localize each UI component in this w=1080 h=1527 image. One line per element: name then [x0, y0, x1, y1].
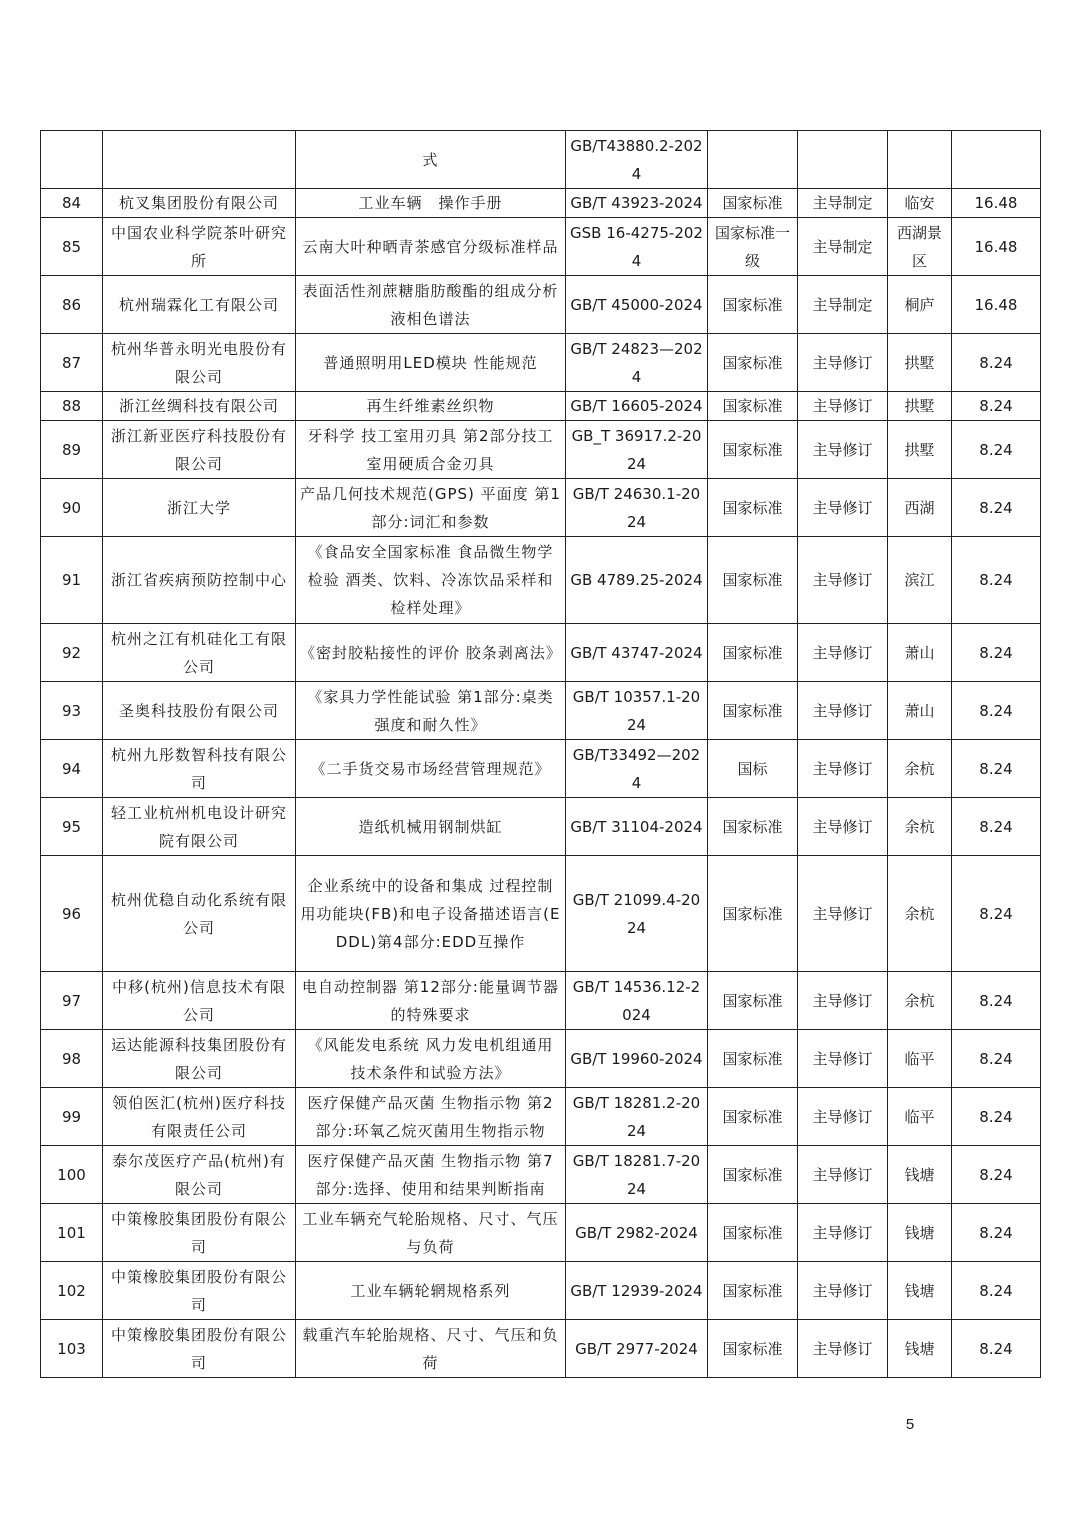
- cell-standard-name: 企业系统中的设备和集成 过程控制用功能块(FB)和电子设备描述语言(EDDL)第4部分:EDD互操作: [296, 856, 566, 972]
- cell-standard-type: 国家标准: [708, 798, 798, 856]
- cell-company: 杭州瑞霖化工有限公司: [103, 276, 296, 334]
- table-row: [41, 537, 1041, 624]
- cell-amount: 16.48: [952, 276, 1041, 334]
- cell-amount: 8.24: [952, 334, 1041, 392]
- cell-standard-name: 《风能发电系统 风力发电机组通用技术条件和试验方法》: [296, 1030, 566, 1088]
- cell-role: 主导制定: [798, 218, 888, 276]
- cell-district: [888, 131, 952, 189]
- table-row: [41, 1204, 1041, 1262]
- cell-company: 杭州优稳自动化系统有限公司: [103, 856, 296, 972]
- cell-role: 主导修订: [798, 740, 888, 798]
- table-row: [41, 334, 1041, 392]
- cell-company: 杭州九彤数智科技有限公司: [103, 740, 296, 798]
- cell-amount: 8.24: [952, 682, 1041, 740]
- cell-standard-type: 国家标准: [708, 856, 798, 972]
- cell-district: 余杭: [888, 740, 952, 798]
- cell-standard-type: 国家标准: [708, 1146, 798, 1204]
- cell-standard-name: 《家具力学性能试验 第1部分:桌类强度和耐久性》: [296, 682, 566, 740]
- cell-standard-code: GSB 16-4275-2024: [566, 218, 708, 276]
- cell-role: [798, 131, 888, 189]
- cell-role: 主导修订: [798, 421, 888, 479]
- table-row: [41, 682, 1041, 740]
- cell-district: 滨江: [888, 537, 952, 624]
- cell-standard-type: 国家标准: [708, 1088, 798, 1146]
- cell-standard-type: 国家标准: [708, 972, 798, 1030]
- cell-number: 102: [41, 1262, 103, 1320]
- cell-role: 主导修订: [798, 334, 888, 392]
- cell-standard-type: 国家标准一级: [708, 218, 798, 276]
- cell-standard-code: GB/T 2982-2024: [566, 1204, 708, 1262]
- cell-amount: 8.24: [952, 1204, 1041, 1262]
- cell-company: 杭叉集团股份有限公司: [103, 189, 296, 218]
- cell-amount: 8.24: [952, 1088, 1041, 1146]
- cell-district: 余杭: [888, 972, 952, 1030]
- cell-standard-type: 国家标准: [708, 1204, 798, 1262]
- cell-company: 中策橡胶集团股份有限公司: [103, 1320, 296, 1378]
- cell-district: 钱塘: [888, 1204, 952, 1262]
- table-row: [41, 1146, 1041, 1204]
- cell-district: 余杭: [888, 856, 952, 972]
- cell-company: 浙江省疾病预防控制中心: [103, 537, 296, 624]
- cell-standard-code: GB/T 12939-2024: [566, 1262, 708, 1320]
- cell-company: 领伯医汇(杭州)医疗科技有限责任公司: [103, 1088, 296, 1146]
- table-row: [41, 798, 1041, 856]
- cell-amount: 8.24: [952, 1146, 1041, 1204]
- cell-role: 主导修订: [798, 1088, 888, 1146]
- cell-district: 西湖: [888, 479, 952, 537]
- table-row: [41, 972, 1041, 1030]
- cell-standard-code: GB/T 45000-2024: [566, 276, 708, 334]
- cell-role: 主导修订: [798, 1204, 888, 1262]
- cell-role: 主导制定: [798, 276, 888, 334]
- cell-district: 余杭: [888, 798, 952, 856]
- cell-district: 拱墅: [888, 334, 952, 392]
- cell-number: 86: [41, 276, 103, 334]
- cell-standard-name: 《食品安全国家标准 食品微生物学检验 酒类、饮料、冷冻饮品采样和检样处理》: [296, 537, 566, 624]
- cell-role: 主导修订: [798, 1146, 888, 1204]
- cell-district: 桐庐: [888, 276, 952, 334]
- cell-role: 主导修订: [798, 1262, 888, 1320]
- cell-company: 中移(杭州)信息技术有限公司: [103, 972, 296, 1030]
- cell-standard-code: GB/T 10357.1-2024: [566, 682, 708, 740]
- table-row: [41, 189, 1041, 218]
- cell-district: 临安: [888, 189, 952, 218]
- cell-standard-name: 医疗保健产品灭菌 生物指示物 第7部分:选择、使用和结果判断指南: [296, 1146, 566, 1204]
- cell-amount: 8.24: [952, 740, 1041, 798]
- cell-standard-type: 国家标准: [708, 479, 798, 537]
- cell-standard-type: 国家标准: [708, 392, 798, 421]
- cell-standard-type: 国家标准: [708, 189, 798, 218]
- cell-number: 90: [41, 479, 103, 537]
- cell-role: 主导制定: [798, 189, 888, 218]
- cell-standard-type: 国家标准: [708, 334, 798, 392]
- cell-company: 中策橡胶集团股份有限公司: [103, 1204, 296, 1262]
- cell-amount: 8.24: [952, 537, 1041, 624]
- cell-number: 87: [41, 334, 103, 392]
- cell-standard-name: 再生纤维素丝织物: [296, 392, 566, 421]
- cell-amount: 8.24: [952, 421, 1041, 479]
- cell-role: 主导修订: [798, 479, 888, 537]
- table-row: [41, 1030, 1041, 1088]
- cell-district: 钱塘: [888, 1262, 952, 1320]
- cell-standard-name: 式: [296, 131, 566, 189]
- cell-standard-code: GB/T 24630.1-2024: [566, 479, 708, 537]
- cell-district: 萧山: [888, 624, 952, 682]
- cell-number: 84: [41, 189, 103, 218]
- standards-table: [40, 130, 1041, 1378]
- cell-company: 轻工业杭州机电设计研究院有限公司: [103, 798, 296, 856]
- cell-company: [103, 131, 296, 189]
- cell-number: 100: [41, 1146, 103, 1204]
- table-row: [41, 1088, 1041, 1146]
- cell-standard-type: 国家标准: [708, 624, 798, 682]
- cell-district: 临平: [888, 1088, 952, 1146]
- cell-company: 浙江新亚医疗科技股份有限公司: [103, 421, 296, 479]
- table-row: [41, 624, 1041, 682]
- cell-district: 西湖景区: [888, 218, 952, 276]
- cell-standard-code: GB/T 21099.4-2024: [566, 856, 708, 972]
- cell-number: 97: [41, 972, 103, 1030]
- table-row: [41, 421, 1041, 479]
- table-row: [41, 131, 1041, 189]
- cell-standard-type: [708, 131, 798, 189]
- cell-standard-name: 云南大叶种晒青茶感官分级标准样品: [296, 218, 566, 276]
- cell-amount: 8.24: [952, 798, 1041, 856]
- cell-amount: 16.48: [952, 218, 1041, 276]
- cell-role: 主导修订: [798, 972, 888, 1030]
- cell-company: 杭州之江有机硅化工有限公司: [103, 624, 296, 682]
- cell-role: 主导修订: [798, 1030, 888, 1088]
- cell-number: 103: [41, 1320, 103, 1378]
- cell-role: 主导修订: [798, 537, 888, 624]
- cell-standard-type: 国家标准: [708, 1262, 798, 1320]
- cell-standard-code: GB/T 2977-2024: [566, 1320, 708, 1378]
- cell-number: 98: [41, 1030, 103, 1088]
- cell-amount: 8.24: [952, 1262, 1041, 1320]
- cell-district: 萧山: [888, 682, 952, 740]
- cell-amount: 8.24: [952, 856, 1041, 972]
- cell-standard-code: GB/T43880.2-2024: [566, 131, 708, 189]
- cell-number: 91: [41, 537, 103, 624]
- cell-standard-type: 国家标准: [708, 537, 798, 624]
- cell-amount: 8.24: [952, 392, 1041, 421]
- table-row: [41, 276, 1041, 334]
- cell-role: 主导修订: [798, 856, 888, 972]
- cell-number: 89: [41, 421, 103, 479]
- table-body: [41, 131, 1041, 1378]
- cell-standard-code: GB/T 19960-2024: [566, 1030, 708, 1088]
- cell-company: 浙江丝绸科技有限公司: [103, 392, 296, 421]
- table-row: [41, 740, 1041, 798]
- page-number: 5: [905, 1416, 915, 1433]
- cell-standard-type: 国家标准: [708, 421, 798, 479]
- cell-standard-code: GB 4789.25-2024: [566, 537, 708, 624]
- cell-standard-name: 表面活性剂蔗糖脂肪酸酯的组成分析液相色谱法: [296, 276, 566, 334]
- cell-district: 钱塘: [888, 1320, 952, 1378]
- cell-district: 拱墅: [888, 392, 952, 421]
- cell-number: 99: [41, 1088, 103, 1146]
- table-row: [41, 479, 1041, 537]
- cell-standard-code: GB/T33492—2024: [566, 740, 708, 798]
- cell-standard-code: GB/T 18281.7-2024: [566, 1146, 708, 1204]
- table-row: [41, 856, 1041, 972]
- cell-role: 主导修订: [798, 798, 888, 856]
- cell-number: 96: [41, 856, 103, 972]
- table-row: [41, 1320, 1041, 1378]
- cell-standard-type: 国家标准: [708, 1320, 798, 1378]
- cell-standard-name: 《密封胶粘接性的评价 胶条剥离法》: [296, 624, 566, 682]
- cell-district: 临平: [888, 1030, 952, 1088]
- cell-amount: 8.24: [952, 479, 1041, 537]
- cell-number: 92: [41, 624, 103, 682]
- cell-standard-name: 牙科学 技工室用刃具 第2部分技工室用硬质合金刃具: [296, 421, 566, 479]
- cell-number: 101: [41, 1204, 103, 1262]
- cell-number: 94: [41, 740, 103, 798]
- cell-standard-code: GB/T 31104-2024: [566, 798, 708, 856]
- cell-role: 主导修订: [798, 1320, 888, 1378]
- cell-standard-code: GB/T 43747-2024: [566, 624, 708, 682]
- cell-standard-name: 工业车辆轮辋规格系列: [296, 1262, 566, 1320]
- cell-number: 95: [41, 798, 103, 856]
- cell-number: [41, 131, 103, 189]
- cell-standard-name: 电自动控制器 第12部分:能量调节器的特殊要求: [296, 972, 566, 1030]
- cell-company: 中国农业科学院茶叶研究所: [103, 218, 296, 276]
- cell-number: 88: [41, 392, 103, 421]
- cell-district: 钱塘: [888, 1146, 952, 1204]
- cell-standard-name: 载重汽车轮胎规格、尺寸、气压和负荷: [296, 1320, 566, 1378]
- cell-amount: 8.24: [952, 1320, 1041, 1378]
- cell-standard-type: 国家标准: [708, 682, 798, 740]
- cell-amount: 8.24: [952, 624, 1041, 682]
- cell-number: 85: [41, 218, 103, 276]
- cell-company: 泰尔茂医疗产品(杭州)有限公司: [103, 1146, 296, 1204]
- cell-amount: [952, 131, 1041, 189]
- cell-amount: 8.24: [952, 1030, 1041, 1088]
- cell-standard-name: 《二手货交易市场经营管理规范》: [296, 740, 566, 798]
- cell-standard-code: GB/T 24823—2024: [566, 334, 708, 392]
- cell-role: 主导修订: [798, 682, 888, 740]
- cell-company: 圣奥科技股份有限公司: [103, 682, 296, 740]
- cell-company: 浙江大学: [103, 479, 296, 537]
- cell-standard-code: GB_T 36917.2-2024: [566, 421, 708, 479]
- cell-amount: 8.24: [952, 972, 1041, 1030]
- cell-amount: 16.48: [952, 189, 1041, 218]
- table-row: [41, 1262, 1041, 1320]
- cell-standard-name: 工业车辆 操作手册: [296, 189, 566, 218]
- cell-standard-name: 工业车辆充气轮胎规格、尺寸、气压与负荷: [296, 1204, 566, 1262]
- cell-standard-name: 产品几何技术规范(GPS) 平面度 第1部分:词汇和参数: [296, 479, 566, 537]
- cell-standard-name: 普通照明用LED模块 性能规范: [296, 334, 566, 392]
- cell-number: 93: [41, 682, 103, 740]
- table-row: [41, 392, 1041, 421]
- cell-district: 拱墅: [888, 421, 952, 479]
- cell-company: 运达能源科技集团股份有限公司: [103, 1030, 296, 1088]
- cell-standard-name: 医疗保健产品灭菌 生物指示物 第2部分:环氧乙烷灭菌用生物指示物: [296, 1088, 566, 1146]
- cell-standard-name: 造纸机械用钢制烘缸: [296, 798, 566, 856]
- table-row: [41, 218, 1041, 276]
- cell-company: 中策橡胶集团股份有限公司: [103, 1262, 296, 1320]
- cell-standard-type: 国标: [708, 740, 798, 798]
- cell-standard-code: GB/T 43923-2024: [566, 189, 708, 218]
- cell-role: 主导修订: [798, 624, 888, 682]
- cell-standard-code: GB/T 16605-2024: [566, 392, 708, 421]
- cell-standard-code: GB/T 18281.2-2024: [566, 1088, 708, 1146]
- cell-role: 主导修订: [798, 392, 888, 421]
- cell-company: 杭州华普永明光电股份有限公司: [103, 334, 296, 392]
- cell-standard-type: 国家标准: [708, 276, 798, 334]
- cell-standard-type: 国家标准: [708, 1030, 798, 1088]
- cell-standard-code: GB/T 14536.12-2024: [566, 972, 708, 1030]
